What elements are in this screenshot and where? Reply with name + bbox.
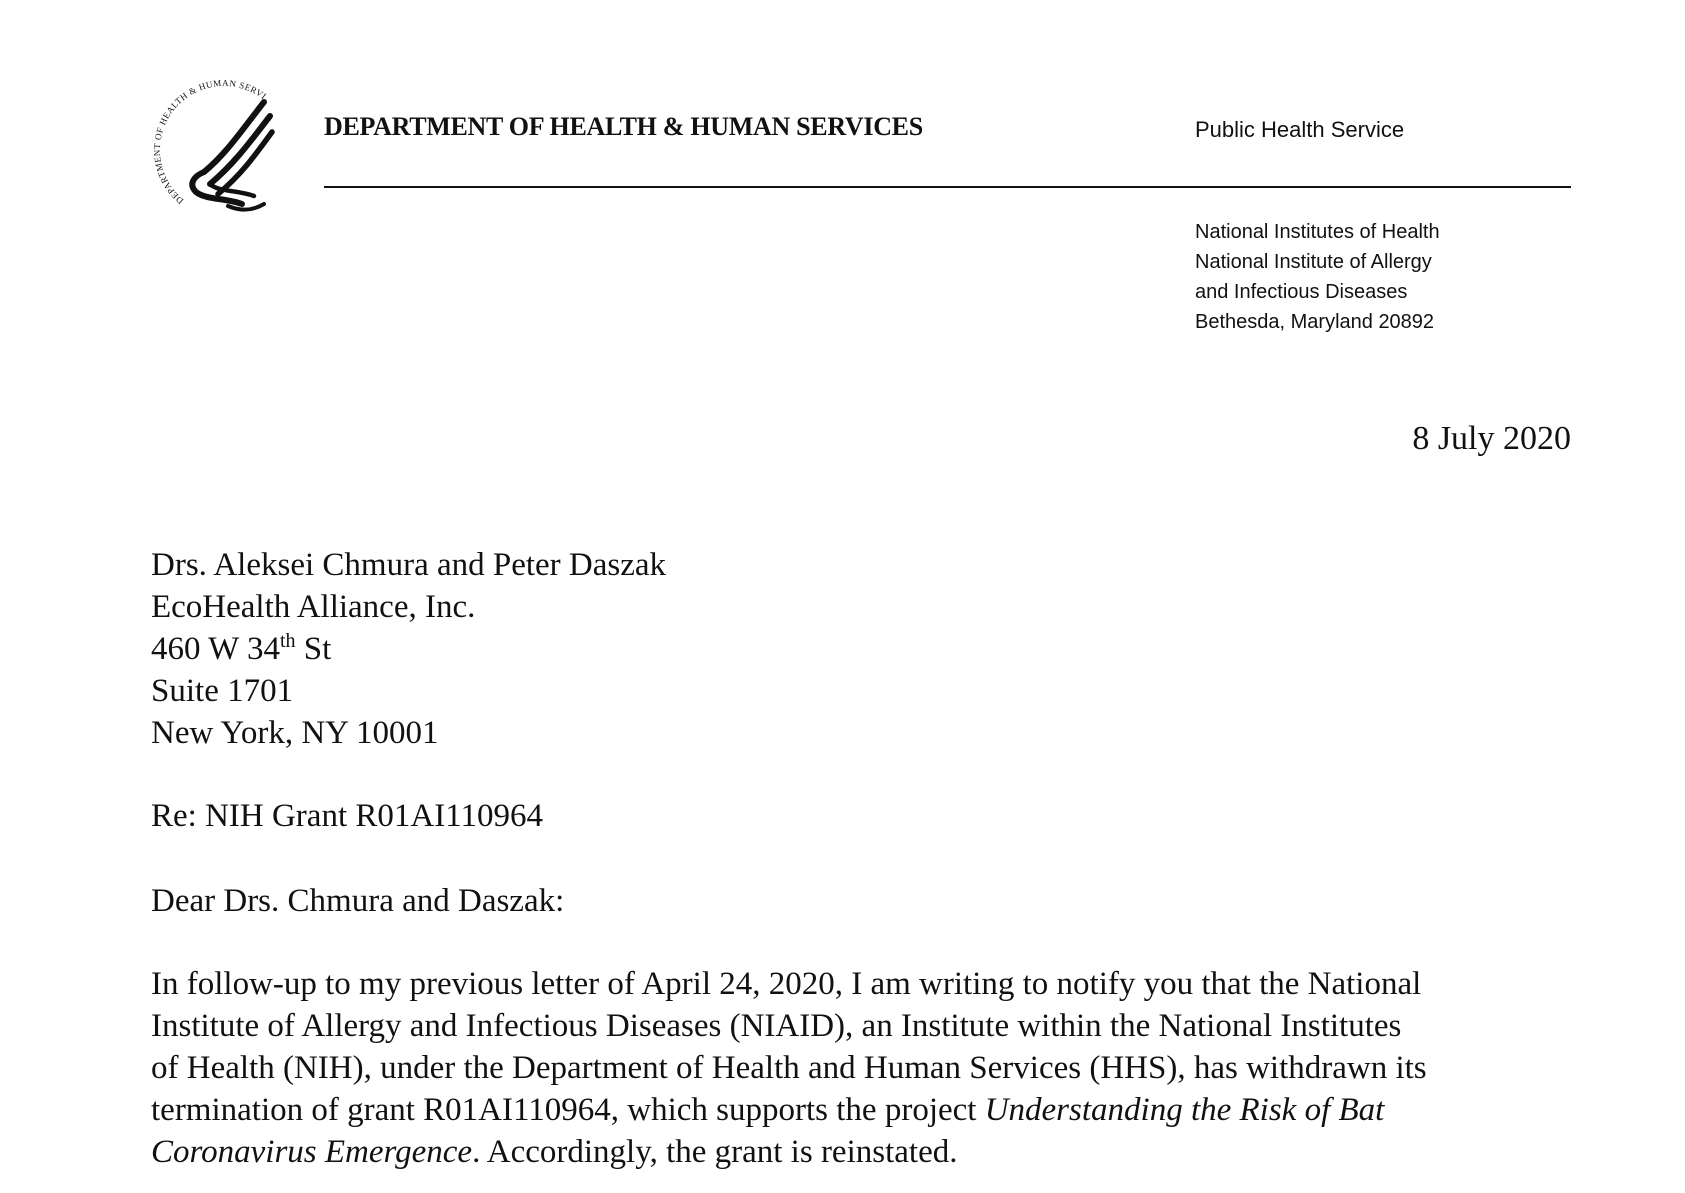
letter-date: 8 July 2020 bbox=[1412, 420, 1571, 457]
recipient-names: Drs. Aleksei Chmura and Peter Daszak bbox=[151, 547, 667, 583]
agency-line: and Infectious Diseases bbox=[1195, 281, 1408, 303]
recipient-organization: EcoHealth Alliance, Inc. bbox=[151, 589, 476, 625]
agency-line: Bethesda, Maryland 20892 bbox=[1195, 311, 1435, 333]
department-heading: DEPARTMENT OF HEALTH & HUMAN SERVICES bbox=[324, 112, 923, 141]
street-ordinal: th bbox=[279, 630, 296, 652]
recipient-city: New York, NY 10001 bbox=[151, 715, 439, 751]
recipient-address bbox=[151, 544, 666, 754]
body-text: . Accordingly, the grant is reinstated. bbox=[472, 1134, 958, 1170]
agency-address bbox=[1195, 217, 1440, 337]
salutation: Dear Drs. Chmura and Daszak: bbox=[151, 883, 565, 919]
recipient-street bbox=[151, 628, 666, 670]
body-line: Institute of Allergy and Infectious Diseases (NIAID), an Institute within the National Institutes bbox=[151, 1008, 1402, 1044]
body-text: termination of grant R01AI110964, which supports the project bbox=[151, 1092, 985, 1128]
body-paragraph bbox=[151, 963, 1581, 1173]
street-type: St bbox=[295, 631, 332, 667]
body-line bbox=[151, 1131, 1581, 1173]
project-title-italic: Understanding the Risk of Bat bbox=[984, 1092, 1385, 1128]
service-label: Public Health Service bbox=[1195, 117, 1405, 142]
agency-line: National Institutes of Health bbox=[1195, 221, 1440, 243]
body-line: In follow-up to my previous letter of April 24, 2020, I am writing to notify you that the National bbox=[151, 966, 1422, 1002]
svg-text:DEPARTMENT OF HEALTH & HUMAN S: DEPARTMENT OF HEALTH & HUMAN SERVI bbox=[151, 77, 269, 207]
letterhead-divider bbox=[324, 186, 1571, 188]
body-line: of Health (NIH), under the Department of Health and Human Services (HHS), has withdrawn its bbox=[151, 1050, 1427, 1086]
agency-line: National Institute of Allergy bbox=[1195, 251, 1432, 273]
hhs-eagle-seal-icon bbox=[146, 72, 288, 222]
street-number: 460 W 34 bbox=[151, 631, 280, 667]
re-line: Re: NIH Grant R01AI110964 bbox=[151, 798, 543, 834]
project-title-italic: Coronavirus Emergence bbox=[151, 1134, 473, 1170]
body-line bbox=[151, 1089, 1581, 1131]
recipient-suite: Suite 1701 bbox=[151, 673, 294, 709]
